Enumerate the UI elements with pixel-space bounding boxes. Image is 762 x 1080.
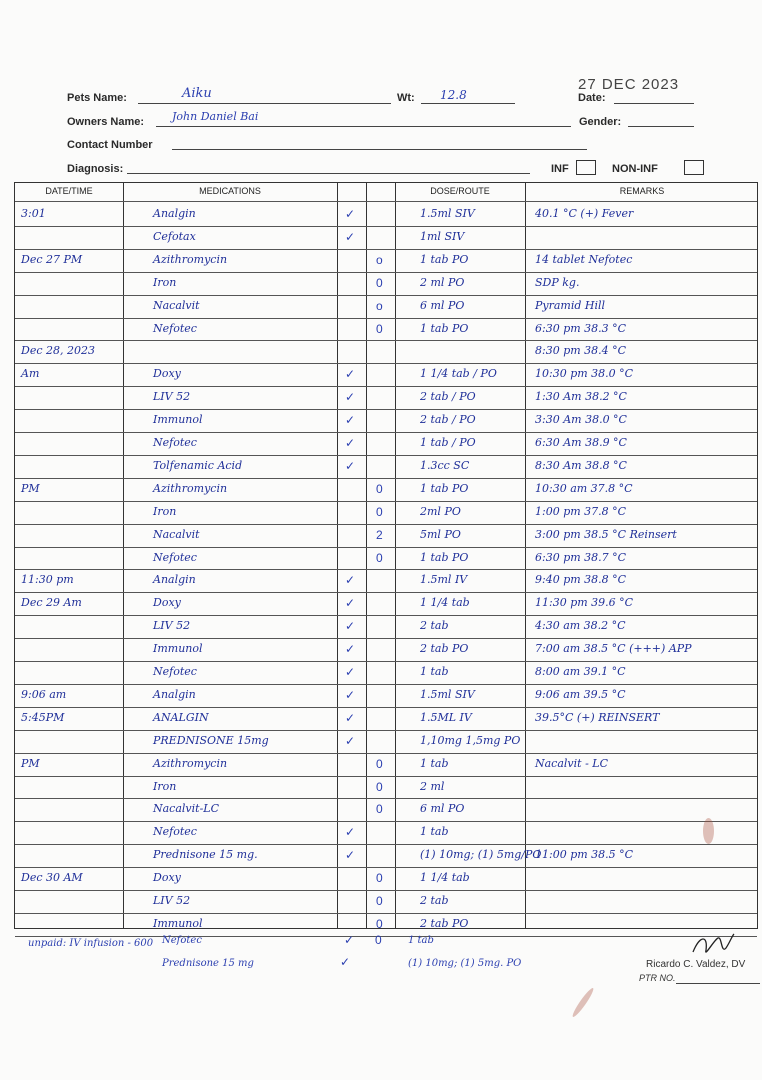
cell-remarks: Nacalvit - LC xyxy=(535,756,609,770)
cell-medication: Tolfenamic Acid xyxy=(153,458,243,472)
cell-remarks: 11:30 pm 39.6 °C xyxy=(535,596,634,610)
pets-name-value: Aiku xyxy=(182,86,212,101)
cell-check-mark: ✓ xyxy=(345,207,356,221)
owners-name-label: Owners Name: xyxy=(67,116,145,128)
row-divider xyxy=(15,844,757,845)
row-divider xyxy=(15,707,757,708)
cell-dose-route: 1.5ml SIV xyxy=(420,687,475,701)
cell-dose-route: 6 ml PO xyxy=(420,802,465,816)
cell-check-mark: ✓ xyxy=(345,665,356,679)
cell-medication: Nefotec xyxy=(153,825,197,839)
wt-label: Wt: xyxy=(397,92,415,104)
cell-dose-route: 2 tab / PO xyxy=(420,413,476,427)
row-divider xyxy=(15,867,757,868)
cell-datetime: Dec 27 PM xyxy=(21,252,83,266)
cell-dose-route: 2ml PO xyxy=(420,504,461,518)
date-label: Date: xyxy=(578,92,606,104)
unpaid-note: unpaid: IV infusion - 600 xyxy=(28,938,154,949)
cell-medication: Azithromycin xyxy=(153,756,228,770)
cell-check-mark: ✓ xyxy=(345,573,356,588)
cell-dose-route: 1 tab xyxy=(420,825,449,839)
owners-name-value: John Daniel Bai xyxy=(172,110,259,123)
cell-medication: LIV 52 xyxy=(153,894,191,907)
blood-stain xyxy=(571,986,596,1018)
row-divider xyxy=(15,661,757,662)
cell-remarks: 14 tablet Nefotec xyxy=(535,252,633,266)
blood-stain xyxy=(703,818,714,844)
row-divider xyxy=(15,478,757,479)
cell-dose-route: 1.5ml IV xyxy=(420,573,468,587)
cell-circle-mark: o xyxy=(376,298,383,313)
cell-remarks: 3:00 pm 38.5 °C Reinsert xyxy=(535,527,677,541)
noninf-checkbox[interactable] xyxy=(684,160,704,175)
row-divider xyxy=(15,569,757,570)
row-divider xyxy=(15,547,757,548)
cell-medication: Cefotax xyxy=(153,229,196,243)
cell-dose-route: 1 tab xyxy=(420,665,449,678)
cell-circle-mark: 0 xyxy=(376,321,383,336)
cell-remarks: 8:30 Am 38.8 °C xyxy=(535,458,627,472)
cell-medication: Analgin xyxy=(153,207,196,220)
col-header-datetime: DATE/TIME xyxy=(45,186,93,196)
cell-check-mark: ✓ xyxy=(345,710,356,725)
cell-dose-route: 1 tab xyxy=(420,756,449,770)
row-divider xyxy=(15,890,757,891)
gender-label: Gender: xyxy=(579,116,622,128)
inf-label: INF xyxy=(551,163,569,175)
cell-remarks: 6:30 pm 38.3 °C xyxy=(535,321,627,335)
row-divider xyxy=(15,249,757,250)
below-circle-mark: 0 xyxy=(375,933,382,947)
cell-remarks: 4:30 am 38.2 °C xyxy=(535,619,626,633)
cell-dose-route: 1.5ML IV xyxy=(420,710,472,724)
cell-datetime: PM xyxy=(21,481,40,495)
cell-check-mark: ✓ xyxy=(345,619,356,634)
date-line xyxy=(614,103,694,104)
cell-medication: Analgin xyxy=(153,573,196,587)
cell-remarks: 9:06 am 39.5 °C xyxy=(535,687,626,701)
owners-name-line xyxy=(156,126,571,127)
cell-medication: Nacalvit-LC xyxy=(153,802,220,816)
ptr-line xyxy=(676,983,760,984)
cell-medication: Iron xyxy=(153,504,177,518)
cell-dose-route: 2 ml xyxy=(420,779,445,793)
cell-medication: Nacalvit xyxy=(153,298,200,312)
cell-circle-mark: 0 xyxy=(376,550,383,565)
cell-dose-route: 1.5ml SIV xyxy=(420,207,475,220)
cell-check-mark: ✓ xyxy=(345,825,356,840)
cell-dose-route: 1ml SIV xyxy=(420,229,465,243)
cell-medication: Nefotec xyxy=(153,665,197,678)
cell-medication: Iron xyxy=(153,275,177,289)
below-med-1: Nefotec xyxy=(162,935,202,946)
cell-check-mark: ✓ xyxy=(345,458,356,473)
cell-circle-mark: 0 xyxy=(376,779,383,794)
cell-medication: LIV 52 xyxy=(153,390,191,404)
cell-dose-route: 1 tab PO xyxy=(420,252,469,266)
row-divider xyxy=(15,432,757,433)
row-divider xyxy=(15,753,757,754)
row-divider xyxy=(15,592,757,593)
cell-medication: Azithromycin xyxy=(153,481,228,495)
cell-dose-route: 1 tab PO xyxy=(420,321,469,335)
cell-circle-mark: 0 xyxy=(376,275,383,290)
row-divider xyxy=(15,409,757,410)
cell-dose-route: 1.3cc SC xyxy=(420,458,470,472)
header-divider xyxy=(15,201,757,202)
cell-dose-route: 1 1/4 tab xyxy=(420,871,470,885)
row-divider xyxy=(15,730,757,731)
cell-remarks: 10:30 am 37.8 °C xyxy=(535,481,633,495)
below-dose-2: (1) 10mg; (1) 5mg. PO xyxy=(408,958,522,969)
cell-remarks: 1:30 Am 38.2 °C xyxy=(535,390,627,404)
row-divider xyxy=(15,386,757,387)
row-divider xyxy=(15,798,757,799)
cell-datetime: 5:45PM xyxy=(21,710,65,724)
col-header-medications: MEDICATIONS xyxy=(199,186,261,196)
cell-medication: Immunol xyxy=(153,916,203,930)
cell-datetime: Dec 30 AM xyxy=(21,871,83,885)
cell-circle-mark: 2 xyxy=(376,527,383,542)
cell-medication: Doxy xyxy=(153,871,181,885)
cell-circle-mark: 0 xyxy=(376,756,383,771)
contact-line xyxy=(172,149,587,150)
row-divider xyxy=(15,318,757,319)
cell-datetime: Dec 28, 2023 xyxy=(21,344,95,358)
below-dose-1: 1 tab xyxy=(408,935,434,946)
cell-circle-mark: 0 xyxy=(376,481,383,496)
cell-dose-route: 2 tab / PO xyxy=(420,390,476,404)
cell-circle-mark: 0 xyxy=(376,894,383,908)
cell-dose-route: 2 tab xyxy=(420,894,449,907)
below-med-2: Prednisone 15 mg xyxy=(162,958,254,969)
cell-dose-route: 2 tab PO xyxy=(420,916,469,930)
cell-dose-route: 1 1/4 tab xyxy=(420,596,470,610)
cell-check-mark: ✓ xyxy=(345,687,356,702)
cell-dose-route: 6 ml PO xyxy=(420,298,465,312)
cell-medication: Nefotec xyxy=(153,550,197,564)
cell-check-mark: ✓ xyxy=(345,367,356,382)
cell-medication: Immunol xyxy=(153,413,203,427)
cell-dose-route: (1) 10mg; (1) 5mg/PO xyxy=(420,848,542,862)
cell-datetime: Am xyxy=(21,367,40,381)
cell-dose-route: 1 tab PO xyxy=(420,550,469,564)
cell-medication: Nacalvit xyxy=(153,527,200,541)
col-header-remarks: REMARKS xyxy=(619,186,665,196)
cell-remarks: 9:40 pm 38.8 °C xyxy=(535,573,627,587)
cell-dose-route: 2 tab PO xyxy=(420,642,469,656)
cell-dose-route: 1 1/4 tab / PO xyxy=(420,367,497,381)
cell-datetime: 3:01 xyxy=(21,207,46,220)
gender-line xyxy=(628,126,694,127)
cell-remarks: 10:30 pm 38.0 °C xyxy=(535,367,634,381)
cell-dose-route: 1 tab / PO xyxy=(420,436,476,449)
vet-signature-name: Ricardo C. Valdez, DV xyxy=(646,959,746,970)
cell-dose-route: 2 tab xyxy=(420,619,449,633)
row-divider xyxy=(15,363,757,364)
row-divider xyxy=(15,340,757,341)
contact-label: Contact Number xyxy=(67,139,153,151)
cell-datetime: PM xyxy=(21,756,40,770)
cell-dose-route: 5ml PO xyxy=(420,527,461,541)
cell-circle-mark: 0 xyxy=(376,504,383,519)
pets-name-line xyxy=(138,103,391,104)
cell-dose-route: 1 tab PO xyxy=(420,481,469,495)
cell-medication: Nefotec xyxy=(153,321,197,335)
row-divider xyxy=(15,913,757,914)
row-divider xyxy=(15,226,757,227)
treatment-table xyxy=(14,182,758,929)
row-divider xyxy=(15,638,757,639)
cell-check-mark: ✓ xyxy=(345,413,356,428)
cell-remarks: 8:30 pm 38.4 °C xyxy=(535,344,627,358)
cell-medication: Doxy xyxy=(153,367,181,381)
cell-check-mark: ✓ xyxy=(345,229,356,244)
cell-datetime: 11:30 pm xyxy=(21,573,74,587)
row-divider xyxy=(15,524,757,525)
cell-check-mark: ✓ xyxy=(345,642,356,657)
inf-checkbox[interactable] xyxy=(576,160,596,175)
cell-check-mark: ✓ xyxy=(345,436,356,450)
printed-date-stamp: 27 DEC 2023 xyxy=(578,76,680,93)
cell-remarks: SDP kg. xyxy=(535,275,580,289)
cell-remarks: 40.1 °C (+) Fever xyxy=(535,207,634,220)
cell-remarks: 7:00 am 38.5 °C (+++) APP xyxy=(535,642,692,656)
cell-medication: Prednisone 15 mg. xyxy=(153,848,258,862)
row-divider xyxy=(15,821,757,822)
cell-check-mark: ✓ xyxy=(345,733,356,748)
wt-line xyxy=(421,103,515,104)
cell-medication: Nefotec xyxy=(153,436,197,449)
cell-medication: Doxy xyxy=(153,596,181,610)
below-check-mark: ✓ xyxy=(344,933,355,947)
cell-dose-route: 1,10mg 1,5mg PO xyxy=(420,733,521,747)
row-divider xyxy=(15,272,757,273)
row-divider xyxy=(15,776,757,777)
cell-medication: Immunol xyxy=(153,642,203,656)
cell-medication: Iron xyxy=(153,779,177,793)
cell-medication: Azithromycin xyxy=(153,252,228,266)
cell-check-mark: ✓ xyxy=(345,848,356,863)
signature-scribble xyxy=(688,930,738,960)
cell-circle-mark: 0 xyxy=(376,871,383,886)
cell-remarks: 6:30 Am 38.9 °C xyxy=(535,436,627,449)
cell-check-mark: ✓ xyxy=(345,390,356,405)
row-divider xyxy=(15,295,757,296)
cell-circle-mark: 0 xyxy=(376,916,383,931)
cell-remarks: 39.5°C (+) REINSERT xyxy=(535,710,660,724)
below-check-mark: ✓ xyxy=(340,955,351,969)
cell-remarks: 11:00 pm 38.5 °C xyxy=(535,848,634,862)
cell-medication: ANALGIN xyxy=(153,710,209,724)
cell-datetime: Dec 29 Am xyxy=(21,596,82,610)
row-divider xyxy=(15,455,757,456)
cell-check-mark: ✓ xyxy=(345,596,356,611)
noninf-label: NON-INF xyxy=(612,163,658,175)
row-divider xyxy=(15,615,757,616)
pets-name-label: Pets Name: xyxy=(67,92,127,104)
diagnosis-label: Diagnosis: xyxy=(67,163,124,175)
row-divider xyxy=(15,501,757,502)
cell-medication: LIV 52 xyxy=(153,619,191,633)
cell-medication: Analgin xyxy=(153,687,196,701)
diagnosis-line xyxy=(127,173,530,174)
cell-datetime: 9:06 am xyxy=(21,687,67,701)
cell-medication: PREDNISONE 15mg xyxy=(153,733,269,747)
col-header-dose-route: DOSE/ROUTE xyxy=(430,186,490,196)
cell-circle-mark: o xyxy=(376,252,383,267)
cell-remarks: 1:00 pm 37.8 °C xyxy=(535,504,627,518)
cell-remarks: Pyramid Hill xyxy=(535,298,606,312)
cell-circle-mark: 0 xyxy=(376,802,383,817)
cell-remarks: 6:30 pm 38.7 °C xyxy=(535,550,627,564)
ptr-label: PTR NO. xyxy=(639,973,676,983)
cell-dose-route: 2 ml PO xyxy=(420,275,465,289)
cell-remarks: 8:00 am 39.1 °C xyxy=(535,665,626,678)
wt-value: 12.8 xyxy=(440,88,467,102)
row-divider xyxy=(15,684,757,685)
cell-remarks: 3:30 Am 38.0 °C xyxy=(535,413,627,427)
